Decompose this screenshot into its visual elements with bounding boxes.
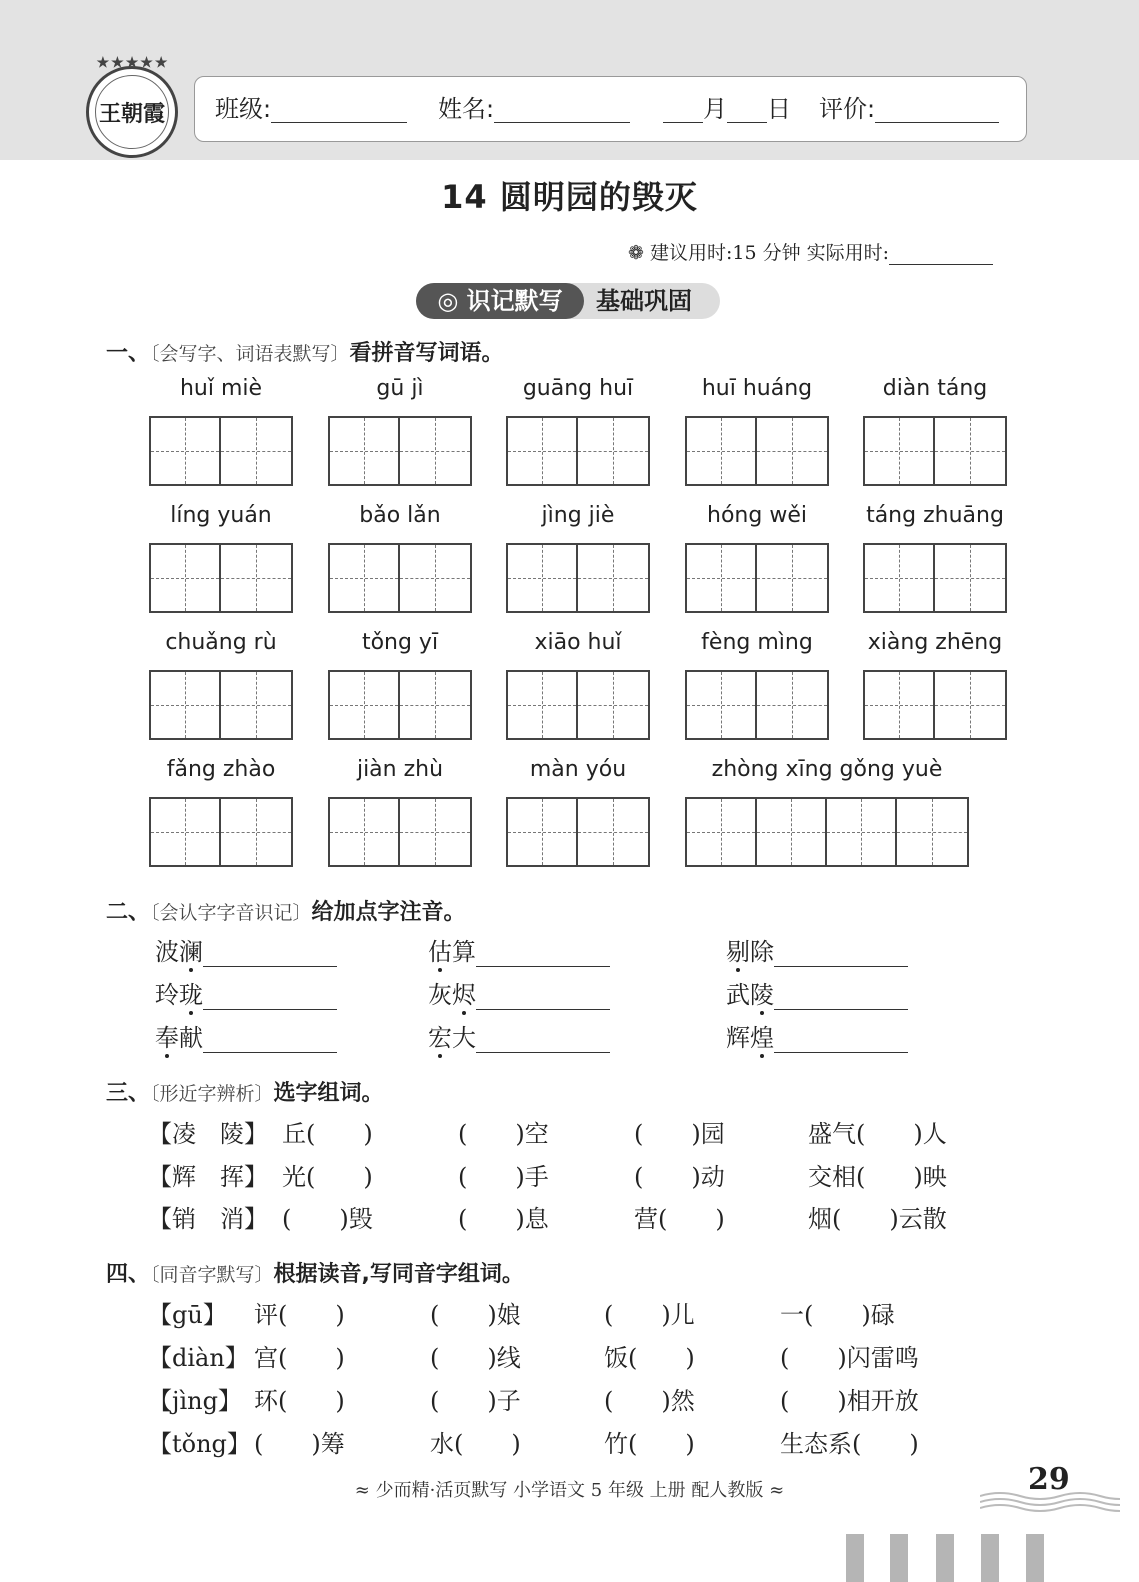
- dotted-word: 宏大: [428, 1018, 610, 1053]
- grid-cell[interactable]: [757, 799, 827, 865]
- fill-in-blank[interactable]: ( )动: [634, 1163, 725, 1191]
- star-icon: ★★★★★: [96, 55, 170, 71]
- grid-cell[interactable]: [221, 799, 291, 865]
- pinyin-label: guāng huī: [522, 376, 634, 401]
- dotted-word: 辉煌: [726, 1018, 908, 1053]
- grid-cell[interactable]: [151, 799, 221, 865]
- pinyin-label: táng zhuāng: [866, 503, 1004, 528]
- writing-grid[interactable]: [863, 416, 1007, 486]
- fill-in-blank[interactable]: 评( ): [254, 1301, 345, 1329]
- dotted-word: 灰烬: [428, 975, 610, 1010]
- writing-grid[interactable]: [685, 543, 829, 613]
- answer-blank[interactable]: [203, 987, 337, 1010]
- grid-cell[interactable]: [687, 545, 757, 611]
- pinyin-label: jiàn zhù: [356, 757, 444, 782]
- writing-grid[interactable]: [506, 416, 650, 486]
- dotted-word: 武陵: [726, 975, 908, 1010]
- grid-cell[interactable]: [935, 672, 1005, 738]
- fill-in-blank[interactable]: ( )线: [430, 1344, 521, 1372]
- section-badge-primary: ◎ 识记默写: [416, 283, 584, 319]
- fill-in-blank[interactable]: ( )毁: [282, 1205, 373, 1233]
- row-label: 【tǒng】: [148, 1430, 251, 1458]
- row-label: 【gū】: [148, 1301, 227, 1329]
- pinyin-label: chuǎng rù: [165, 630, 277, 655]
- writing-grid[interactable]: [685, 670, 829, 740]
- pinyin-label: gū jì: [376, 376, 424, 401]
- pinyin-label: huǐ miè: [179, 376, 263, 401]
- question-1-heading: 一、〔会写字、词语表默写〕看拼音写词语。: [106, 341, 504, 366]
- grid-cell[interactable]: [508, 418, 578, 484]
- writing-grid[interactable]: [685, 416, 829, 486]
- writing-grid[interactable]: [506, 797, 650, 867]
- fill-in-blank[interactable]: 生态系( ): [780, 1430, 919, 1458]
- footer-text: ≈ 少而精·活页默写 小学语文 5 年级 上册 配人教版 ≈: [354, 1480, 785, 1501]
- pinyin-label: hóng wěi: [707, 503, 807, 528]
- writing-grid[interactable]: [328, 416, 472, 486]
- row-label: 【销 消】: [148, 1205, 268, 1233]
- fill-in-blank[interactable]: 竹( ): [604, 1430, 695, 1458]
- grid-cell[interactable]: [757, 545, 827, 611]
- writing-grid[interactable]: [149, 797, 293, 867]
- grid-cell[interactable]: [221, 418, 291, 484]
- dotted-word: 剔除: [726, 932, 908, 967]
- writing-grid[interactable]: [863, 543, 1007, 613]
- publisher-logo: [86, 55, 178, 158]
- evaluation-field[interactable]: 评价:: [819, 95, 999, 123]
- grid-cell[interactable]: [400, 799, 470, 865]
- writing-grid[interactable]: [328, 543, 472, 613]
- pinyin-label: xiàng zhēng: [867, 630, 1003, 655]
- page-number: 29: [1028, 1462, 1070, 1497]
- grid-cell[interactable]: [865, 672, 935, 738]
- section-badge-secondary: 基础巩固: [596, 287, 692, 315]
- pinyin-label: jìng jiè: [541, 503, 615, 528]
- class-field[interactable]: 班级:: [215, 95, 407, 123]
- fill-in-blank[interactable]: 营( ): [634, 1205, 725, 1233]
- fill-in-blank[interactable]: 一( )碌: [780, 1301, 895, 1329]
- medal-icon: ◎: [437, 287, 467, 315]
- fill-in-blank[interactable]: ( )筹: [254, 1430, 345, 1458]
- fill-in-blank[interactable]: 丘( ): [282, 1120, 373, 1148]
- fill-in-blank[interactable]: ( )息: [458, 1205, 549, 1233]
- writing-grid[interactable]: [328, 797, 472, 867]
- grid-cell[interactable]: [221, 672, 291, 738]
- answer-blank[interactable]: [476, 1030, 610, 1053]
- answer-blank[interactable]: [203, 944, 337, 967]
- fill-in-blank[interactable]: ( )儿: [604, 1301, 695, 1329]
- student-info-box: [194, 76, 1027, 142]
- grid-cell[interactable]: [578, 799, 648, 865]
- timing-info: ❁ 建议用时:15 分钟 实际用时:: [628, 238, 993, 265]
- grid-cell[interactable]: [757, 418, 827, 484]
- writing-grid[interactable]: [149, 670, 293, 740]
- grid-cell[interactable]: [330, 672, 400, 738]
- grid-cell[interactable]: [151, 418, 221, 484]
- fill-in-blank[interactable]: ( )手: [458, 1163, 549, 1191]
- row-label: 【辉 挥】: [148, 1163, 268, 1191]
- grid-cell[interactable]: [687, 799, 757, 865]
- answer-blank[interactable]: [476, 987, 610, 1010]
- section-badge: [416, 283, 720, 319]
- grid-cell[interactable]: [865, 418, 935, 484]
- fill-in-blank[interactable]: ( )空: [458, 1120, 549, 1148]
- grid-cell[interactable]: [508, 672, 578, 738]
- fill-in-blank[interactable]: ( )闪雷鸣: [780, 1344, 919, 1372]
- fill-in-blank[interactable]: 光( ): [282, 1163, 373, 1191]
- fill-in-blank[interactable]: ( )娘: [430, 1301, 521, 1329]
- writing-grid[interactable]: [149, 416, 293, 486]
- writing-grid[interactable]: [149, 543, 293, 613]
- grid-cell[interactable]: [935, 418, 1005, 484]
- name-field[interactable]: 姓名:: [438, 95, 630, 123]
- dotted-word: 玲珑: [155, 975, 337, 1010]
- grid-cell[interactable]: [935, 545, 1005, 611]
- row-label: 【jìng】: [148, 1387, 242, 1415]
- dotted-word: 奉献: [155, 1018, 337, 1053]
- grid-cell[interactable]: [508, 799, 578, 865]
- grid-cell[interactable]: [757, 672, 827, 738]
- grid-cell[interactable]: [578, 672, 648, 738]
- grid-cell[interactable]: [400, 418, 470, 484]
- grid-cell[interactable]: [865, 545, 935, 611]
- grid-cell[interactable]: [330, 545, 400, 611]
- writing-grid[interactable]: [506, 543, 650, 613]
- dotted-word: 估算: [428, 932, 610, 967]
- grid-cell[interactable]: [221, 545, 291, 611]
- pinyin-label: líng yuán: [170, 503, 272, 528]
- grid-cell[interactable]: [578, 418, 648, 484]
- grid-cell[interactable]: [400, 672, 470, 738]
- fill-in-blank[interactable]: 水( ): [430, 1430, 521, 1458]
- grid-cell[interactable]: [578, 545, 648, 611]
- writing-grid[interactable]: [328, 670, 472, 740]
- wave-decoration: [980, 1490, 1120, 1514]
- pinyin-label: tǒng yī: [361, 630, 439, 655]
- grid-cell[interactable]: [151, 545, 221, 611]
- fill-in-blank[interactable]: 盛气( )人: [808, 1120, 947, 1148]
- pinyin-label: xiāo huǐ: [534, 630, 622, 655]
- question-3-heading: 三、〔形近字辨析〕选字组词。: [106, 1081, 384, 1106]
- fill-in-blank[interactable]: ( )子: [430, 1387, 521, 1415]
- pinyin-label: fǎng zhào: [166, 757, 276, 782]
- fill-in-blank[interactable]: 环( ): [254, 1387, 345, 1415]
- fill-in-blank[interactable]: ( )相开放: [780, 1387, 919, 1415]
- pinyin-label: fèng mìng: [701, 630, 813, 655]
- answer-blank[interactable]: [203, 1030, 337, 1053]
- fill-in-blank[interactable]: 饭( ): [604, 1344, 695, 1372]
- date-field[interactable]: 月 日: [663, 95, 791, 123]
- fill-in-blank[interactable]: 宫( ): [254, 1344, 345, 1372]
- row-label: 【diàn】: [148, 1344, 249, 1372]
- lesson-title: 14 圆明园的毁灭: [441, 178, 698, 216]
- pinyin-label: zhòng xīng gǒng yuè: [711, 757, 943, 782]
- writing-grid[interactable]: [863, 670, 1007, 740]
- grid-cell[interactable]: [687, 418, 757, 484]
- pinyin-label: huī huáng: [701, 376, 813, 401]
- pinyin-label: bǎo lǎn: [359, 503, 441, 528]
- fill-in-blank[interactable]: ( )然: [604, 1387, 695, 1415]
- question-2-heading: 二、〔会认字字音识记〕给加点字注音。: [106, 900, 466, 925]
- row-label: 【凌 陵】: [148, 1120, 268, 1148]
- clock-icon: ❁: [628, 242, 650, 264]
- writing-grid[interactable]: [506, 670, 650, 740]
- answer-blank[interactable]: [476, 944, 610, 967]
- dotted-word: 波澜: [155, 932, 337, 967]
- fill-in-blank[interactable]: 交相( )映: [808, 1163, 947, 1191]
- grid-cell[interactable]: [687, 672, 757, 738]
- fill-in-blank[interactable]: 烟( )云散: [808, 1205, 947, 1233]
- answer-blank[interactable]: [774, 987, 908, 1010]
- question-4-heading: 四、〔同音字默写〕根据读音,写同音字组词。: [106, 1262, 524, 1287]
- grid-cell[interactable]: [330, 418, 400, 484]
- grid-cell[interactable]: [827, 799, 897, 865]
- writing-grid[interactable]: [685, 797, 969, 867]
- pinyin-label: diàn táng: [882, 376, 988, 401]
- fill-in-blank[interactable]: ( )园: [634, 1120, 725, 1148]
- answer-blank[interactable]: [774, 1030, 908, 1053]
- grid-cell[interactable]: [151, 672, 221, 738]
- grid-cell[interactable]: [400, 545, 470, 611]
- grid-cell[interactable]: [508, 545, 578, 611]
- logo-text: 王朝霞: [98, 100, 165, 127]
- answer-blank[interactable]: [774, 944, 908, 967]
- grid-cell[interactable]: [897, 799, 967, 865]
- grid-cell[interactable]: [330, 799, 400, 865]
- pinyin-label: màn yóu: [529, 757, 627, 782]
